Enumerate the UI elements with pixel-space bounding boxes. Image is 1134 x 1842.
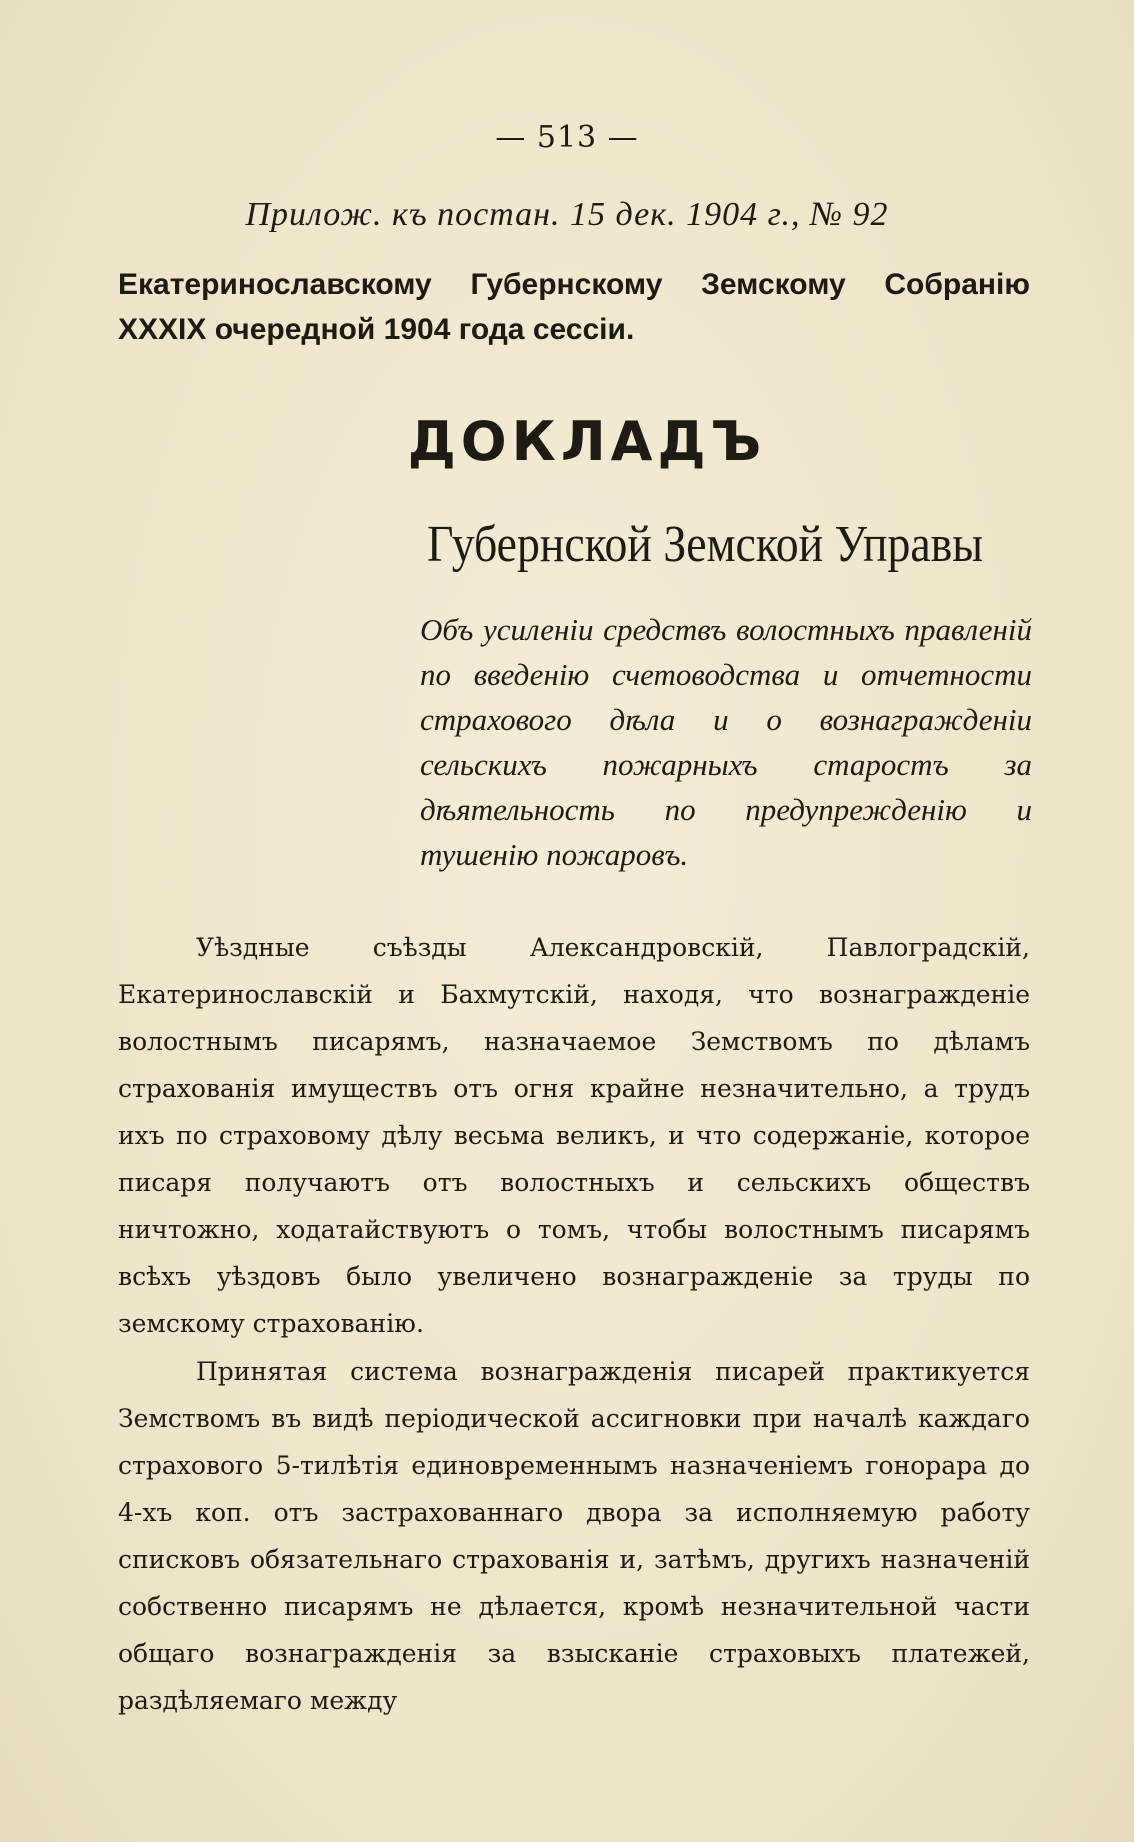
document-subtitle: Губернской Земской Управы xyxy=(426,516,983,573)
report-subject: Объ усиленіи средствъ волостныхъ правленій по введенію счетоводства и отчетности страхового дѣла и о вознагражденіи сельскихъ пожарныхъ старостъ за дѣятельность по предупрежденію и тушенію пожаровъ. xyxy=(420,612,1032,872)
document-title: ДОКЛАДЪ xyxy=(407,410,767,473)
body-paragraph: Уѣздные съѣзды Александровскій, Павлоградскій, Екатеринославскій и Бахмутскій, находя, что вознагражденіе волостнымъ писарямъ, назначаемое Земствомъ по дѣламъ страхованія имуществъ отъ огня крайне незначительно, а трудъ ихъ по страховому дѣлу весьма великъ, и что содержаніе, которое писаря получаютъ отъ волостныхъ и сельскихъ обществъ ничтожно, ходатайствуютъ о томъ, чтобы волостнымъ писарямъ всѣхъ уѣздовъ было увеличено вознагражденіе за труды по земскому страхованію. xyxy=(118,933,1030,1338)
body-paragraph: Принятая система вознагражденія писарей практикуется Земствомъ въ видѣ періодической ассигновки при началѣ каждаго страхового 5-тилѣтія единовременнымъ назначеніемъ гонорара до 4-хъ коп. отъ застрахованнаго двора за исполняемую работу списковъ обязательнаго страхованія и, затѣмъ, другихъ назначеній собственно писарямъ не дѣлается, кромѣ незначительной части общаго вознагражденія за взысканіе страховыхъ платежей, раздѣляемаго между xyxy=(118,1357,1030,1715)
appendix-note: Прилож. къ постан. 15 дек. 1904 г., № 92 xyxy=(245,196,889,233)
addressee-heading: Екатеринославскому Губернскому Земскому Собранію XXXIX очередной 1904 года сессіи. xyxy=(118,268,1030,346)
page-number: — 513 — xyxy=(495,120,639,155)
body-text xyxy=(118,924,1030,1724)
